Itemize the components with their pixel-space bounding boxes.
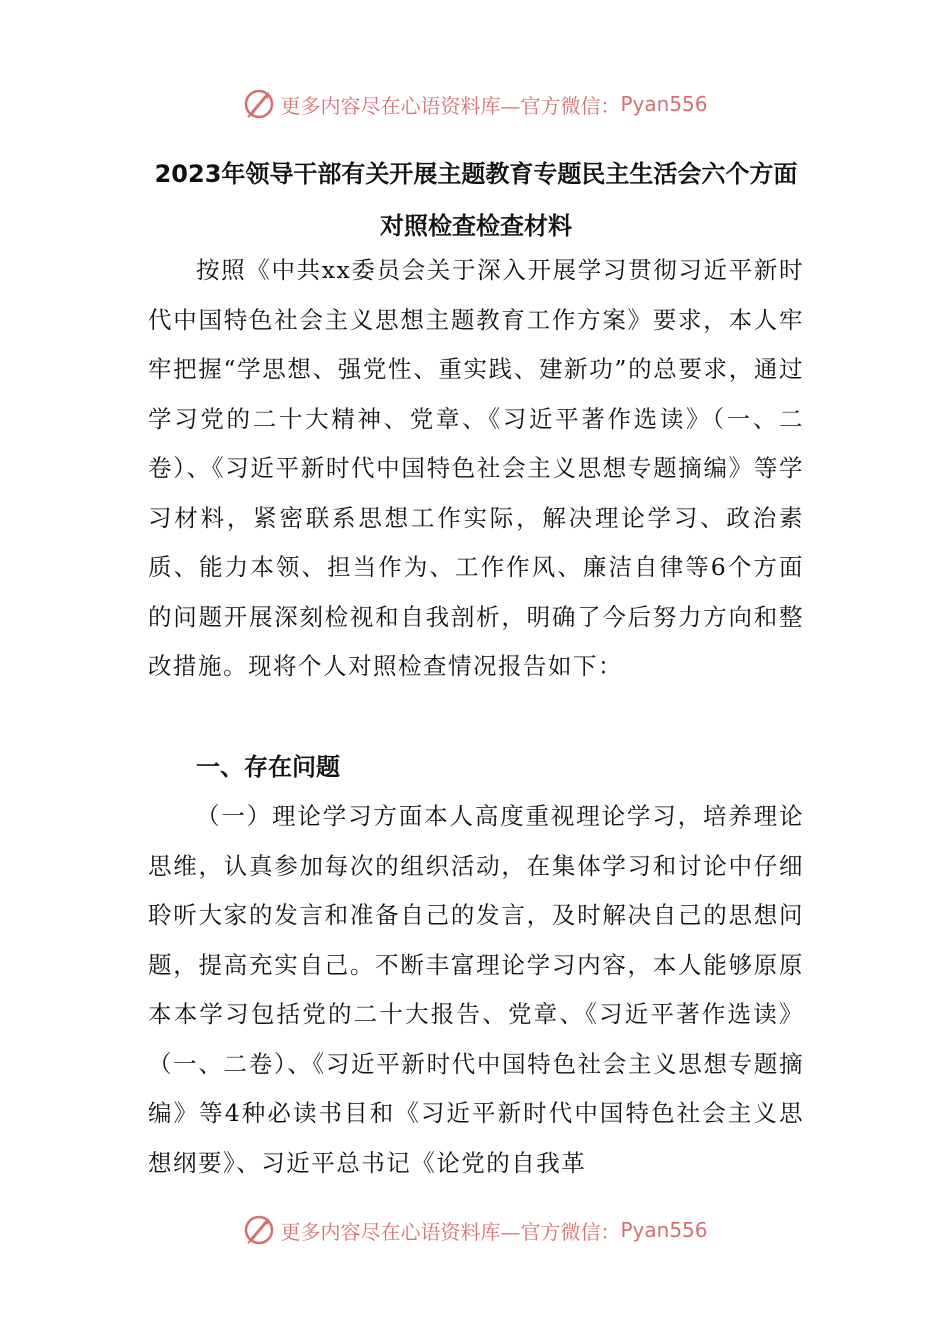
document-title: 2023年领导干部有关开展主题教育专题民主生活会六个方面对照检查检查材料 (154, 160, 798, 240)
section-heading-problems: 一、存在问题 (196, 753, 340, 781)
watermark-header (0, 84, 950, 124)
watermark-text: 更多内容尽在心语资料库—官方微信： (280, 93, 621, 118)
theory-study-paragraph: （一）理论学习方面本人高度重视理论学习，培养理论思维，认真参加每次的组织活动，在集体学习和讨论中仔细聆听大家的发言和准备自己的发言，及时解决自己的思想问题，提高充实自己。不断丰富理论学习内容，本人能够原原本本学习包括党的二十大报告、党章、《习近平著作选读》（一、二卷）、《习近平新时代中国特色社会主义思想专题摘编》等4种必读书目和《习近平新时代中国特色社会主义思想纲要》、习近平总书记《论党的自我革 (148, 802, 804, 1177)
watermark-text: 更多内容尽在心语资料库—官方微信： (280, 1219, 621, 1244)
pen-logo-icon (242, 87, 276, 121)
watermark-footer (0, 1210, 950, 1250)
intro-paragraph: 按照《中共xx委员会关于深入开展学习贯彻习近平新时代中国特色社会主义思想主题教育工作方案》要求，本人牢牢把握“学思想、强党性、重实践、建新功”的总要求，通过学习党的二十大精神、党章、《习近平著作选读》（一、二卷）、《习近平新时代中国特色社会主义思想专题摘编》等学习材料，紧密联系思想工作实际，解决理论学习、政治素质、能力本领、担当作为、工作作风、廉洁自律等6个方面的问题开展深刻检视和自我剖析，明确了今后努力方向和整改措施。现将个人对照检查情况报告如下： (148, 256, 804, 680)
pen-logo-icon (242, 1213, 276, 1247)
watermark-wechat-id: Pyan556 (620, 1218, 708, 1242)
watermark-wechat-id: Pyan556 (620, 92, 708, 116)
